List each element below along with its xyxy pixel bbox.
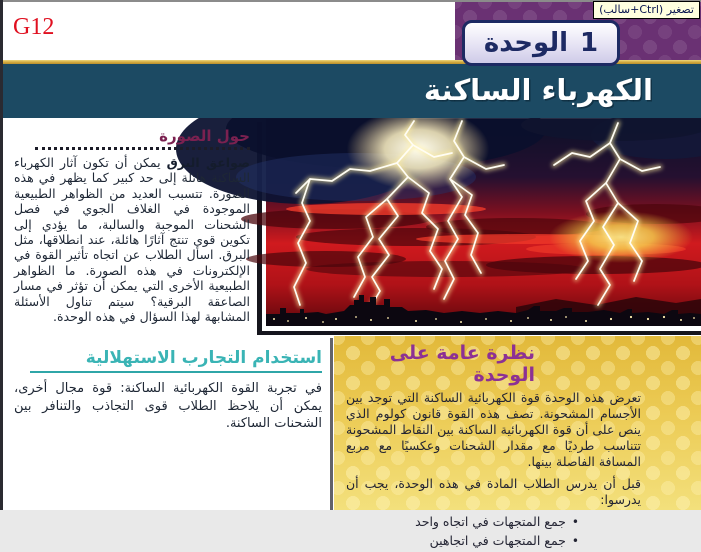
prerequisite-list (346, 514, 641, 549)
unit-overview-box (334, 336, 701, 548)
lightning-storm-photo (266, 119, 701, 326)
grade-label: G12 (13, 14, 55, 40)
intro-labs-heading: استخدام التجارب الاستهلالية (85, 348, 322, 368)
dotted-underline (35, 147, 250, 150)
bullet-icon: • (571, 534, 579, 548)
intro-labs-section (14, 348, 322, 433)
unit-overview-content (346, 340, 641, 552)
teal-underline (30, 371, 322, 373)
page-left-border (0, 0, 3, 510)
about-photo-paragraph (14, 155, 250, 324)
about-photo-body: يمكن أن تكون آثار الكهرباء الساكنة هائلة إلى حد كبير كما يظهر في هذه الصورة. تتسبب العديد من الظواهر الطبيعية الموجودة في الغلاف الجوي في فصل الشحنات الموجبة والسالبة، ما يؤدي إلى تكوين قوى تنتج آثارًا هائلة، عند انطلاقها، مثل البرق. اسأل الطلاب عن اتجاه تأثير القوة في الإلكترونات في هذه الصورة. ما الظواهر الطبيعية الأخرى التي يمكن أن تؤثر في مسار الصاعقة البرقية؟ سيتم تناول الأسئلة المشابهة لهذا السؤال في هذه الوحدة. (14, 155, 250, 325)
unit-badge-word: الوحدة (483, 28, 568, 58)
unit-number-badge (462, 20, 620, 66)
about-photo-section (14, 127, 250, 324)
overview-box-shadow (330, 338, 333, 510)
list-item-text: جمع المتجهات في اتجاه واحد (415, 514, 566, 529)
unit-overview-para1: تعرض هذه الوحدة قوة الكهربائية الساكنة التي توجد بين الأجسام المشحونة. تصف هذه القوة قانون كولوم الذي ينص على أن قوة الكهربائية الساكنة بين النقاط المشحونة تتناسب طرديًا مع مقدار الشحنات وعكسيًا مع مربع المسافة الفاصلة بينها. (346, 390, 641, 469)
list-item (346, 514, 641, 530)
unit-title-bar (0, 64, 701, 118)
zoom-out-tooltip: تصغير (Ctrl+سالب) (593, 1, 700, 19)
intro-labs-body: في تجربة القوة الكهربائية الساكنة: قوة مجال أخرى، يمكن أن يلاحظ الطلاب قوى التجاذب والتنافر بين الشحنات الساكنة. (14, 381, 322, 431)
about-photo-lead: صواعق البرق (166, 155, 251, 170)
bullet-icon: • (571, 515, 579, 529)
unit-overview-heading: نظرة عامة على الوحدة (389, 342, 535, 386)
unit-overview-para2: قبل أن يدرس الطلاب المادة في هذه الوحدة، يجب أن يدرسوا: (346, 476, 641, 507)
unit-title: الكهرباء الساكنة (423, 73, 653, 107)
unit-badge-number: 1 (580, 28, 599, 58)
list-item-text: جمع المتجهات في اتجاهين (429, 533, 566, 548)
sunset-glow (549, 211, 693, 263)
about-photo-heading: حول الصورة (159, 127, 250, 145)
list-item (346, 533, 641, 549)
